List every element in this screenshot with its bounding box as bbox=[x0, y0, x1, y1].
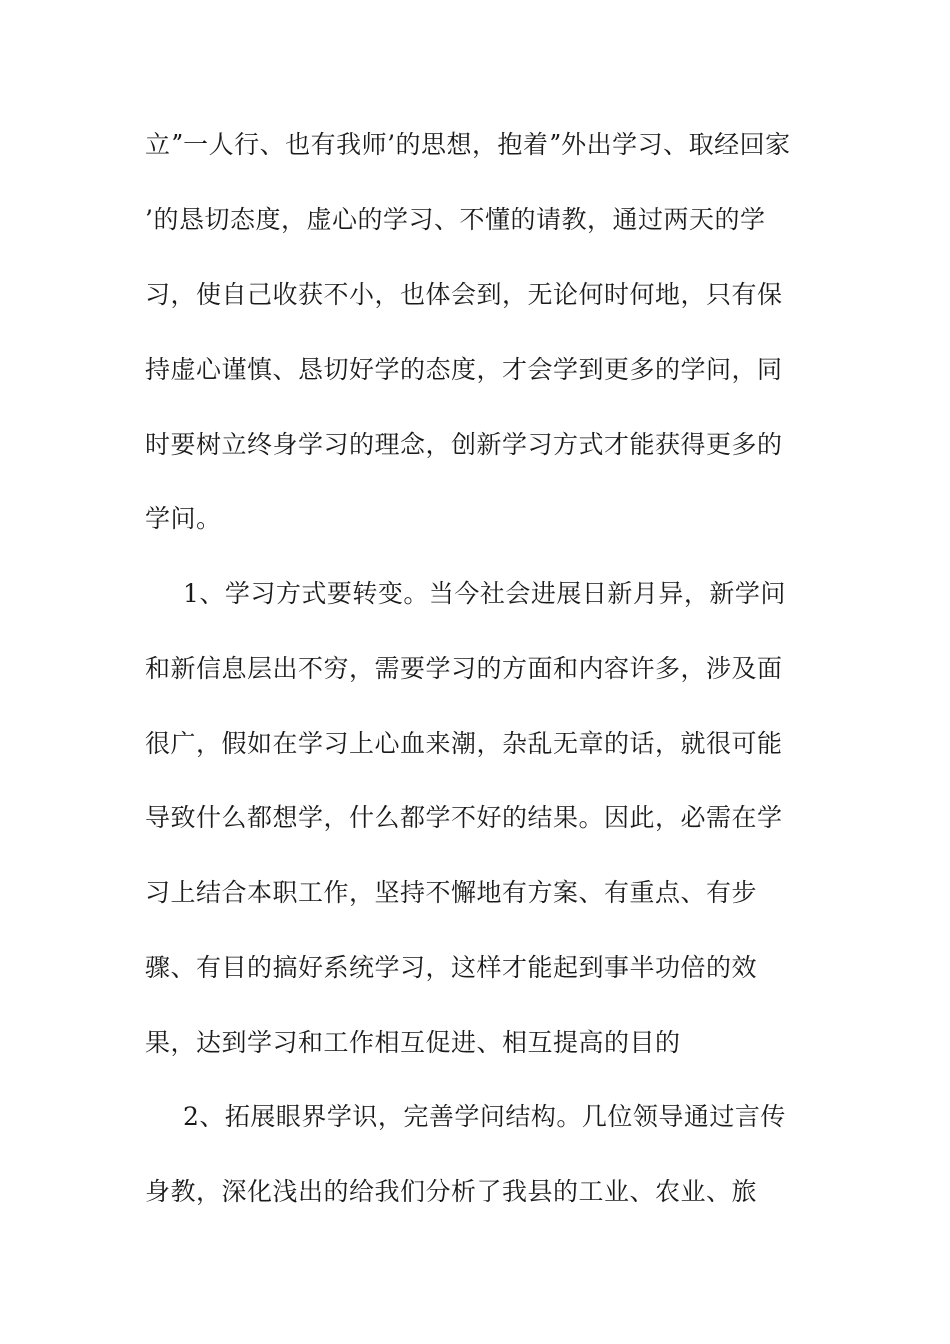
text-line: 时要树立终身学习的理念，创新学习方式才能获得更多的 bbox=[145, 430, 783, 459]
paragraph-first-line: 1、学习方式要转变。当今社会进展日新月异，新学问 bbox=[183, 579, 786, 608]
text-line: 和新信息层出不穷，需要学习的方面和内容许多，涉及面 bbox=[145, 654, 783, 683]
text-line: 学问。 bbox=[145, 504, 222, 533]
text-line: ’的恳切态度，虚心的学习、不懂的请教，通过两天的学 bbox=[145, 205, 766, 234]
text-line: 很广，假如在学习上心血来潮，杂乱无章的话，就很可能 bbox=[145, 729, 783, 758]
text-line: 导致什么都想学，什么都学不好的结果。因此，必需在学 bbox=[145, 803, 783, 832]
text-line: 骤、有目的搞好系统学习，这样才能起到事半功倍的效 bbox=[145, 953, 758, 982]
text-line: 身教，深化浅出的给我们分析了我县的工业、农业、旅 bbox=[145, 1177, 758, 1206]
text-line: 习上结合本职工作，坚持不懈地有方案、有重点、有步 bbox=[145, 878, 758, 907]
text-line: 果，达到学习和工作相互促进、相互提高的目的 bbox=[145, 1028, 681, 1057]
paragraph-first-line: 2、拓展眼界学识，完善学问结构。几位领导通过言传 bbox=[183, 1102, 786, 1131]
text-line: 持虚心谨慎、恳切好学的态度，才会学到更多的学问，同 bbox=[145, 355, 783, 384]
text-line: 习，使自己收获不小，也体会到，无论何时何地，只有保 bbox=[145, 280, 783, 309]
text-line: 立ˮ一人行、也有我师’的思想，抱着ˮ外出学习、取经回家 bbox=[145, 130, 791, 159]
